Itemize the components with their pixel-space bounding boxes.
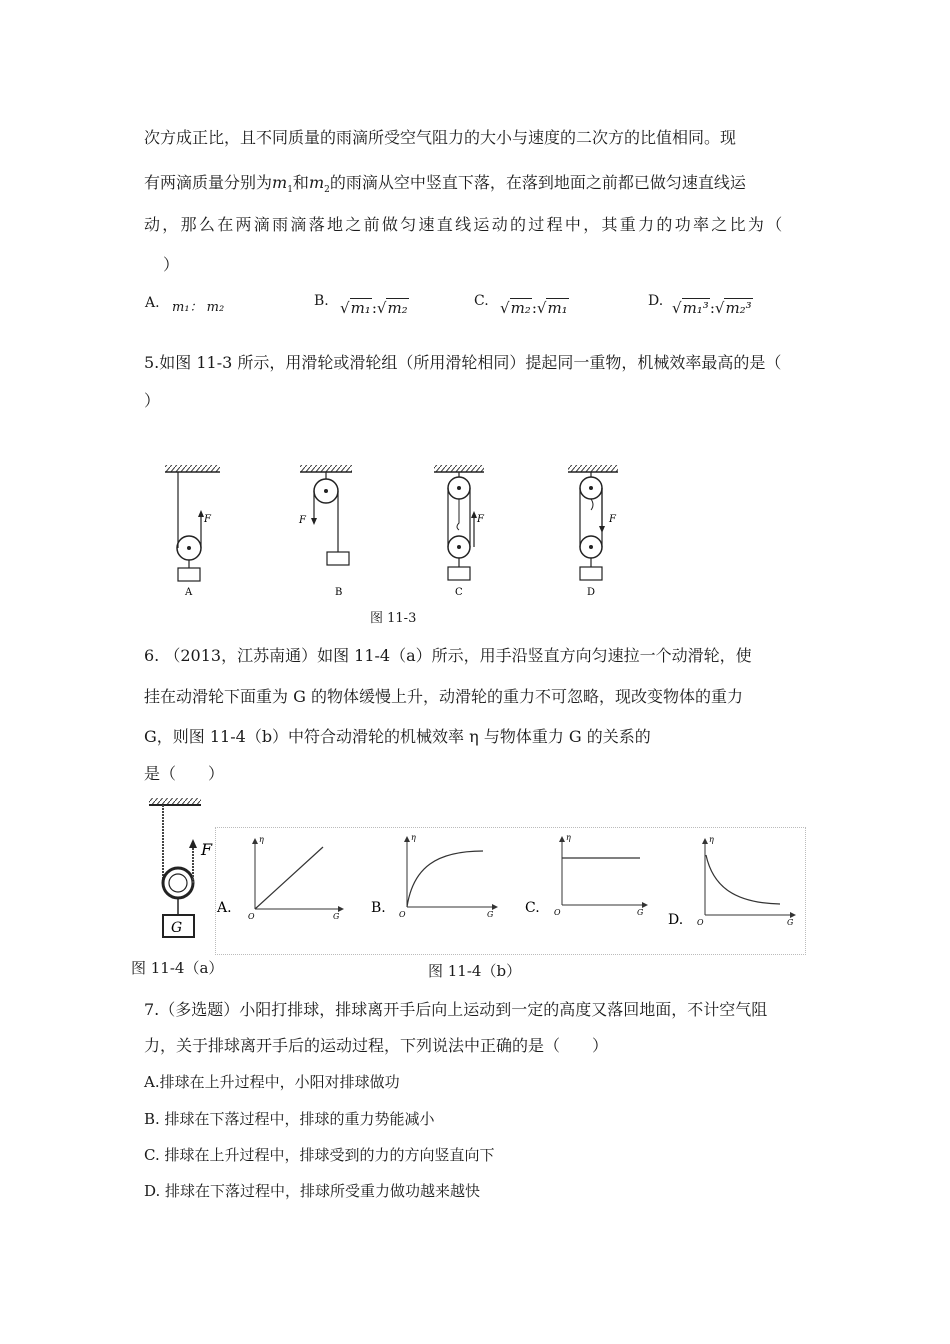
graph-a [216, 835, 343, 921]
graph-d-g: G [787, 918, 794, 927]
diagram-label-a: A [185, 587, 193, 598]
q4-line3: 动，那么在两滴雨滴落地之前做匀速直线运动的过程中，其重力的功率之比为（ [144, 215, 785, 234]
q4-option-d-colon: : [709, 299, 715, 317]
pulley-diagram-d [568, 465, 618, 598]
graph-b-eta: η [411, 833, 416, 842]
q6-line3: G，则图 11-4（b）中符合动滑轮的机械效率 η 与物体重力 G 的关系的 [144, 727, 651, 746]
force-label-c: F [477, 514, 484, 525]
figure-11-4a [145, 795, 215, 945]
graph-d-label: D. [668, 912, 684, 928]
figure-11-3-caption: 图 11-3 [370, 611, 417, 626]
q4-m2-sub: 2 [324, 185, 330, 196]
q4-option-b-label: B. [314, 293, 329, 309]
graph-a-g: G [333, 912, 340, 921]
q5-line2: ） [144, 391, 161, 410]
q4-option-c-right: m₁ [547, 299, 568, 317]
q7-option-b: B. 排球在下落过程中，排球的重力势能减小 [144, 1110, 435, 1128]
diagram-label-b: B [335, 587, 343, 598]
figure-11-4a-caption: 图 11-4（a） [131, 959, 224, 977]
pulley-diagram-a [165, 465, 220, 598]
graph-d-eta: η [709, 835, 714, 844]
diagram-label-d: D [587, 587, 596, 598]
q4-line2-pre: 有两滴质量分别为 [144, 173, 273, 192]
graph-c [525, 833, 647, 917]
q4-option-a-label: A. [145, 295, 160, 311]
q4-line2-post: 的雨滴从空中竖直下落，在落到地面之前都已做匀速直线运 [329, 173, 746, 192]
graph-b-label: B. [371, 900, 386, 916]
graph-d [668, 835, 795, 928]
force-label-a: F [204, 514, 211, 525]
q4-option-c-expr: √m₂:√m₁ [500, 299, 568, 317]
figure-11-4b [215, 827, 805, 954]
q7-option-d: D. 排球在下落过程中，排球所受重力做功越来越快 [144, 1182, 481, 1200]
q4-option-a-text: m₁： m₂ [172, 300, 225, 315]
q4-option-c-label: C. [474, 293, 489, 309]
fig-a-force-label: F [201, 840, 213, 859]
q4-option-b-colon: : [371, 299, 377, 317]
q4-option-d-label: D. [648, 293, 664, 309]
diagram-label-c: C [455, 587, 463, 598]
graph-b [371, 833, 497, 919]
q7-line2: 力，关于排球离开手后的运动过程，下列说法中正确的是（ ） [144, 1036, 609, 1055]
q4-m1: m [272, 173, 288, 192]
q5-line1: 5.如图 11-3 所示，用滑轮或滑轮组（所用滑轮相同）提起同一重物，机械效率最高的是（ [144, 353, 782, 372]
q4-line4: ） [163, 255, 180, 274]
q4-option-d-expr: √m₁³:√m₂³ [672, 299, 752, 317]
q4-option-d-left: m₁³ [682, 299, 709, 317]
q7-line1: 7.（多选题）小阳打排球，排球离开手后向上运动到一定的高度又落回地面，不计空气阻 [144, 1000, 768, 1019]
q4-line2 [144, 170, 746, 195]
q6-line4: 是（ ） [144, 764, 225, 783]
pulley-diagram-c [434, 465, 485, 598]
graph-b-origin: O [399, 910, 406, 919]
graph-c-g: G [637, 908, 644, 917]
q4-option-b-expr: √m₁:√m₂ [340, 299, 408, 317]
graph-a-origin: O [248, 912, 255, 921]
q4-line1: 次方成正比，且不同质量的雨滴所受空气阻力的大小与速度的二次方的比值相同。现 [144, 128, 737, 147]
graph-b-g: G [487, 910, 494, 919]
figure-11-4b-caption: 图 11-4（b） [428, 962, 522, 980]
q4-option-d-right: m₂³ [725, 299, 752, 317]
force-label-b: F [299, 515, 306, 526]
q4-option-c-left: m₂ [510, 299, 531, 317]
q4-and: 和 [292, 173, 309, 192]
q4-m1-sub: 1 [287, 185, 293, 196]
q4-option-c-colon: : [531, 299, 537, 317]
graph-d-origin: O [697, 918, 704, 927]
q4-option-b-left: m₁ [350, 299, 371, 317]
pulley-diagram-b [298, 465, 352, 598]
graph-c-origin: O [554, 908, 561, 917]
graph-c-label: C. [525, 900, 540, 916]
q4-m2: m [308, 173, 325, 192]
q4-option-b-right: m₂ [387, 299, 408, 317]
q6-line2: 挂在动滑轮下面重为 G 的物体缓慢上升，动滑轮的重力不可忽略，现改变物体的重力 [144, 687, 743, 706]
q6-line1: 6. （2013，江苏南通）如图 11-4（a）所示，用手沿竖直方向匀速拉一个动滑轮，使 [144, 646, 752, 665]
graph-a-label: A. [217, 900, 232, 916]
graph-c-eta: η [566, 833, 571, 842]
q7-option-c: C. 排球在上升过程中，排球受到的力的方向竖直向下 [144, 1146, 495, 1164]
q7-option-a: A.排球在上升过程中，小阳对排球做功 [144, 1073, 400, 1091]
force-label-d: F [609, 514, 616, 525]
fig-a-weight-label: G [171, 920, 183, 936]
graph-a-eta: η [259, 835, 264, 844]
